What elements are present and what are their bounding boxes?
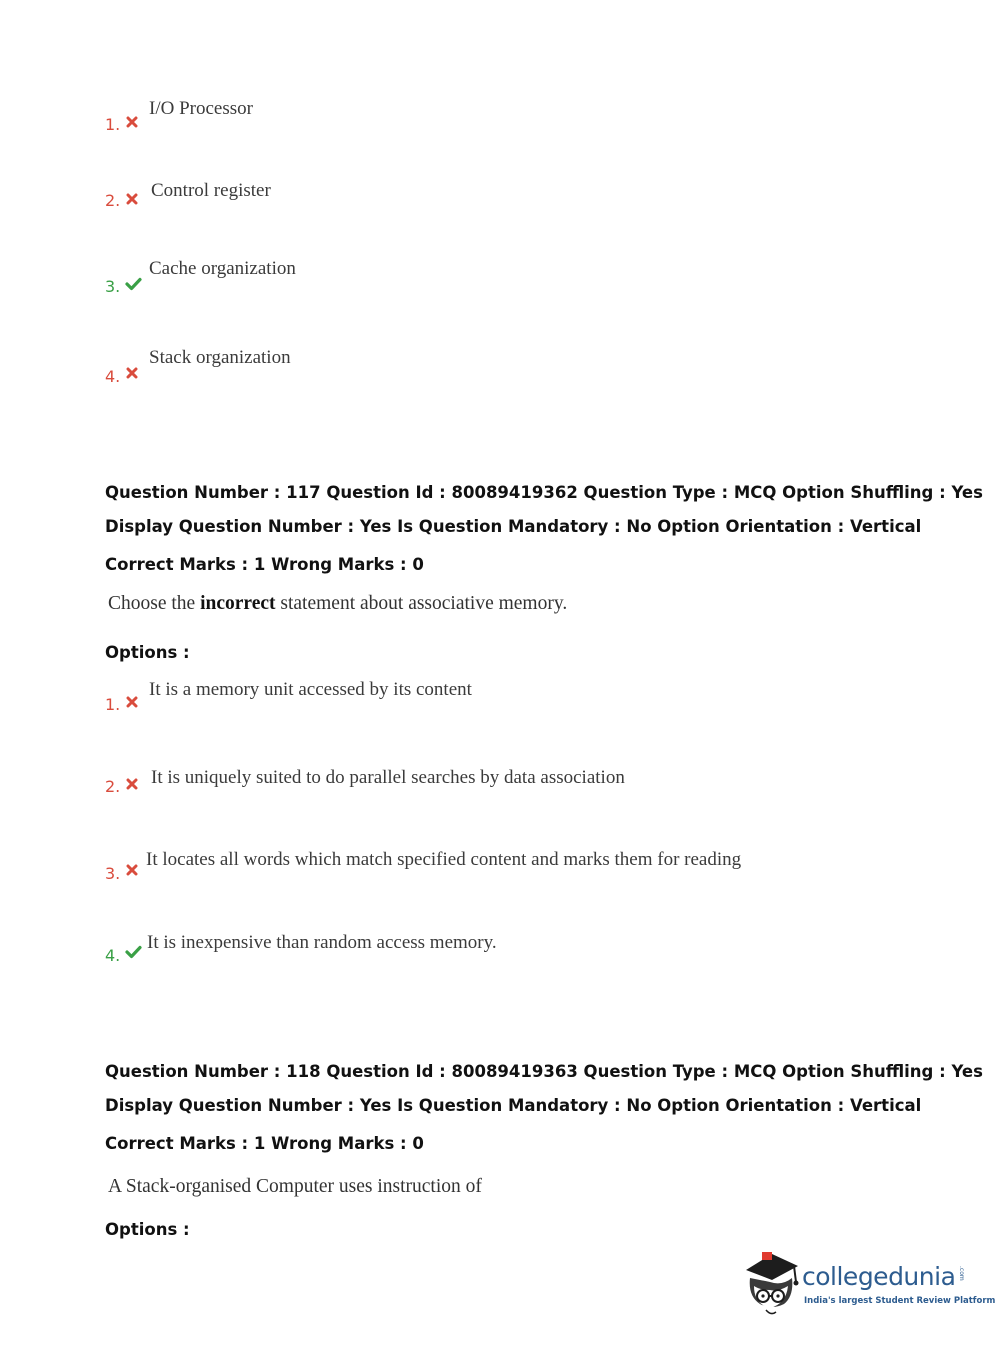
question-text-part: statement about associative memory. [275, 593, 568, 614]
option-number: 1. [105, 115, 121, 134]
question-117-meta-line-2: Display Question Number : Yes Is Question Mandatory : No Option Orientation : Vertical [105, 517, 922, 536]
option-number: 3. [105, 277, 121, 296]
question-118-meta-line-2: Display Question Number : Yes Is Question Mandatory : No Option Orientation : Vertical [105, 1096, 922, 1115]
correct-check-icon [125, 945, 142, 959]
wrong-cross-icon [125, 192, 139, 206]
option-number: 4. [105, 367, 121, 386]
option-number: 1. [105, 695, 121, 714]
collegedunia-logo [742, 1248, 996, 1318]
question-text-emphasis: incorrect [200, 593, 276, 614]
option-number: 3. [105, 864, 121, 883]
wrong-cross-icon [125, 863, 139, 877]
question-117-options-label: Options : [105, 643, 190, 662]
question-117-meta-line-1: Question Number : 117 Question Id : 80089419362 Question Type : MCQ Option Shuffling : Yes [105, 483, 983, 502]
option-text: Control register [151, 180, 271, 201]
option-text: It is uniquely suited to do parallel searches by data association [151, 767, 625, 788]
option-number: 2. [105, 777, 121, 796]
option-number: 4. [105, 946, 121, 965]
correct-check-icon [125, 277, 142, 291]
question-118-marks: Correct Marks : 1 Wrong Marks : 0 [105, 1134, 424, 1153]
wrong-cross-icon [125, 115, 139, 129]
option-number: 2. [105, 191, 121, 210]
question-118-text: A Stack-organised Computer uses instruction of [108, 1176, 482, 1197]
wrong-cross-icon [125, 366, 139, 380]
logo-wordmark: collegedunia [802, 1262, 956, 1291]
question-text-part: Choose the [108, 593, 201, 614]
logo-tagline: India's largest Student Review Platform [804, 1296, 996, 1306]
option-text: Cache organization [149, 258, 296, 279]
logo-dotcom: .com [958, 1266, 965, 1281]
option-text: It locates all words which match specified content and marks them for reading [146, 849, 742, 870]
question-117-marks: Correct Marks : 1 Wrong Marks : 0 [105, 555, 424, 574]
wrong-cross-icon [125, 777, 139, 791]
mascot-icon [742, 1248, 802, 1318]
question-118-options-label: Options : [105, 1220, 190, 1239]
question-118-meta-line-1: Question Number : 118 Question Id : 80089419363 Question Type : MCQ Option Shuffling : Yes [105, 1062, 983, 1081]
option-text: It is inexpensive than random access memory. [147, 932, 497, 953]
wrong-cross-icon [125, 695, 139, 709]
option-text: It is a memory unit accessed by its content [149, 679, 472, 700]
question-117-text [108, 593, 567, 615]
option-text: I/O Processor [149, 98, 253, 119]
option-text: Stack organization [149, 347, 291, 368]
